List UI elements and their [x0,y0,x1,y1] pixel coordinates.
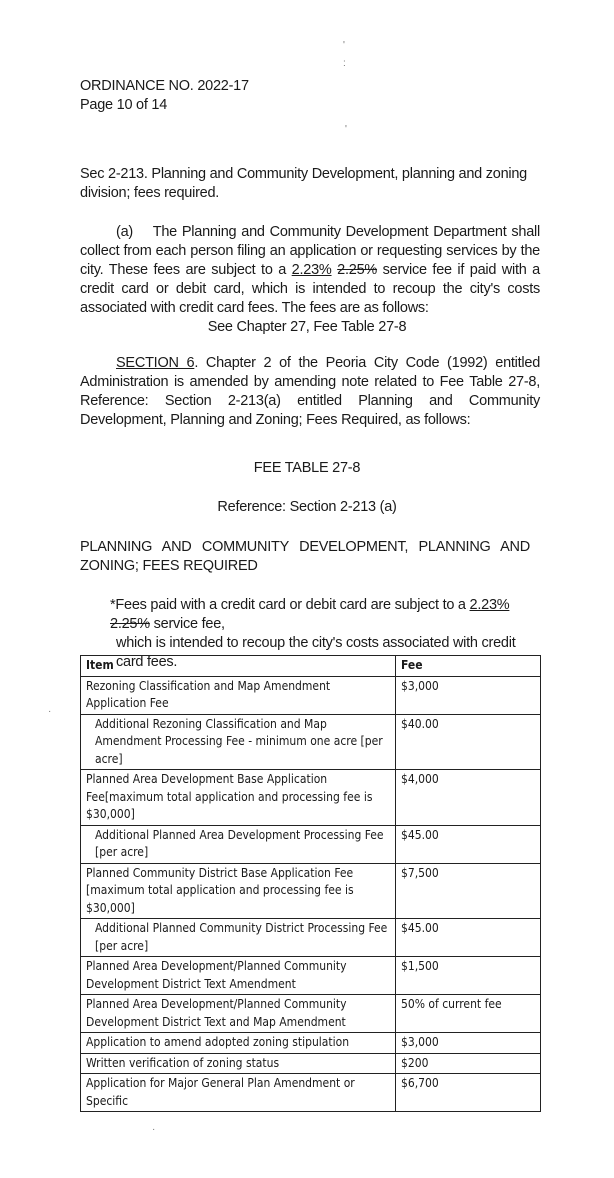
item-cell: Planned Community District Base Application Fee [maximum total application and processing fee is $30,000] [81,863,396,919]
paragraph-a-text-2: service fee if paid with a credit card or debit card, which is intended to recoup the city's costs associated with credit card fees. The fees are as follows: [80,262,540,316]
fee-cell: $3,000 [396,1033,541,1054]
table-row [81,825,541,863]
scan-speck: · [48,706,52,717]
ordinance-number: ORDINANCE NO. 2022-17 [80,78,249,94]
fee-cell: $45.00 [396,825,541,863]
section-heading: Sec 2-213. Planning and Community Development, planning and zoning division; fees required. [80,166,527,201]
page-header [80,77,249,115]
scan-speck: : [343,58,346,69]
item-cell: Application for Major General Plan Amendment or Specific [81,1074,396,1112]
table-row [81,957,541,995]
item-cell: Additional Planned Area Development Processing Fee [per acre] [81,825,396,863]
table-row [81,863,541,919]
fee-table-reference: Reference: Section 2-213 (a) [217,499,397,515]
table-row [81,770,541,826]
header-item: Item [81,656,396,677]
table-row [81,1033,541,1054]
item-cell: Additional Rezoning Classification and Map Amendment Processing Fee - minimum one acre [per acre] [81,714,396,770]
fee-cell: $7,500 [396,863,541,919]
item-cell: Additional Planned Community District Processing Fee [per acre] [81,919,396,957]
table-row [81,714,541,770]
fee-cell: $6,700 [396,1074,541,1112]
item-cell: Planned Area Development/Planned Community Development District Text Amendment [81,957,396,995]
fee-table [80,655,541,1112]
paragraph-a-text-1: The Planning and Community Development Department shall collect from each person filing an application or requesting services by the city. These fees are subject to a [80,224,540,278]
section-6-paragraph [80,354,540,430]
note-deleted-rate: 2.25% [110,616,150,632]
item-cell: Application to amend adopted zoning stipulation [81,1033,396,1054]
paragraph-a-label: (a) [116,224,133,240]
fee-cell: $1,500 [396,957,541,995]
table-row [81,1074,541,1112]
note-inserted-rate: 2.23% [469,597,510,613]
fee-cell: $4,000 [396,770,541,826]
page-number: Page 10 of 14 [80,97,168,113]
fee-cell: $3,000 [396,676,541,714]
section-6-text: . Chapter 2 of the Peoria City Code (1992) entitled Administration is amended by amending note related to Fee Table 27-8, Reference: Section 2-213(a) entitled Planning and Community Development, Planning and Zoning; Fees Required, as follows: [80,355,541,428]
fee-cell: 50% of current fee [396,995,541,1033]
item-cell: Written verification of zoning status [81,1053,396,1074]
item-cell: Rezoning Classification and Map Amendment Application Fee [81,676,396,714]
fee-cell: $200 [396,1053,541,1074]
paragraph-a [80,223,540,318]
scan-speck: ' [343,40,345,51]
header-fee: Fee [396,656,541,677]
note-line-2: which is intended to recoup the city's costs associated with credit card fees. [116,635,516,670]
item-cell: Planned Area Development Base Application Fee[maximum total application and processing fee is $30,000] [81,770,396,826]
fee-table-title: FEE TABLE 27-8 [253,460,361,476]
item-cell: Planned Area Development/Planned Community Development District Text and Map Amendment [81,995,396,1033]
inserted-rate: 2.23% [291,262,332,278]
deleted-rate: 2.25% [337,262,378,278]
see-chapter-reference: See Chapter 27, Fee Table 27-8 [207,319,407,335]
table-row [81,919,541,957]
table-row [81,1053,541,1074]
scan-speck: ' [345,124,347,135]
table-header-row [81,656,541,677]
table-row [81,676,541,714]
table-row [81,995,541,1033]
table-heading: PLANNING AND COMMUNITY DEVELOPMENT, PLANNING AND ZONING; FEES REQUIRED [80,539,530,574]
section-6-label: SECTION 6 [116,355,195,371]
note-line-1: *Fees paid with a credit card or debit card are subject to a 2.23% 2.25% service fee, [110,597,510,632]
fee-cell: $40.00 [396,714,541,770]
scan-speck: · [152,1124,156,1135]
fee-cell: $45.00 [396,919,541,957]
